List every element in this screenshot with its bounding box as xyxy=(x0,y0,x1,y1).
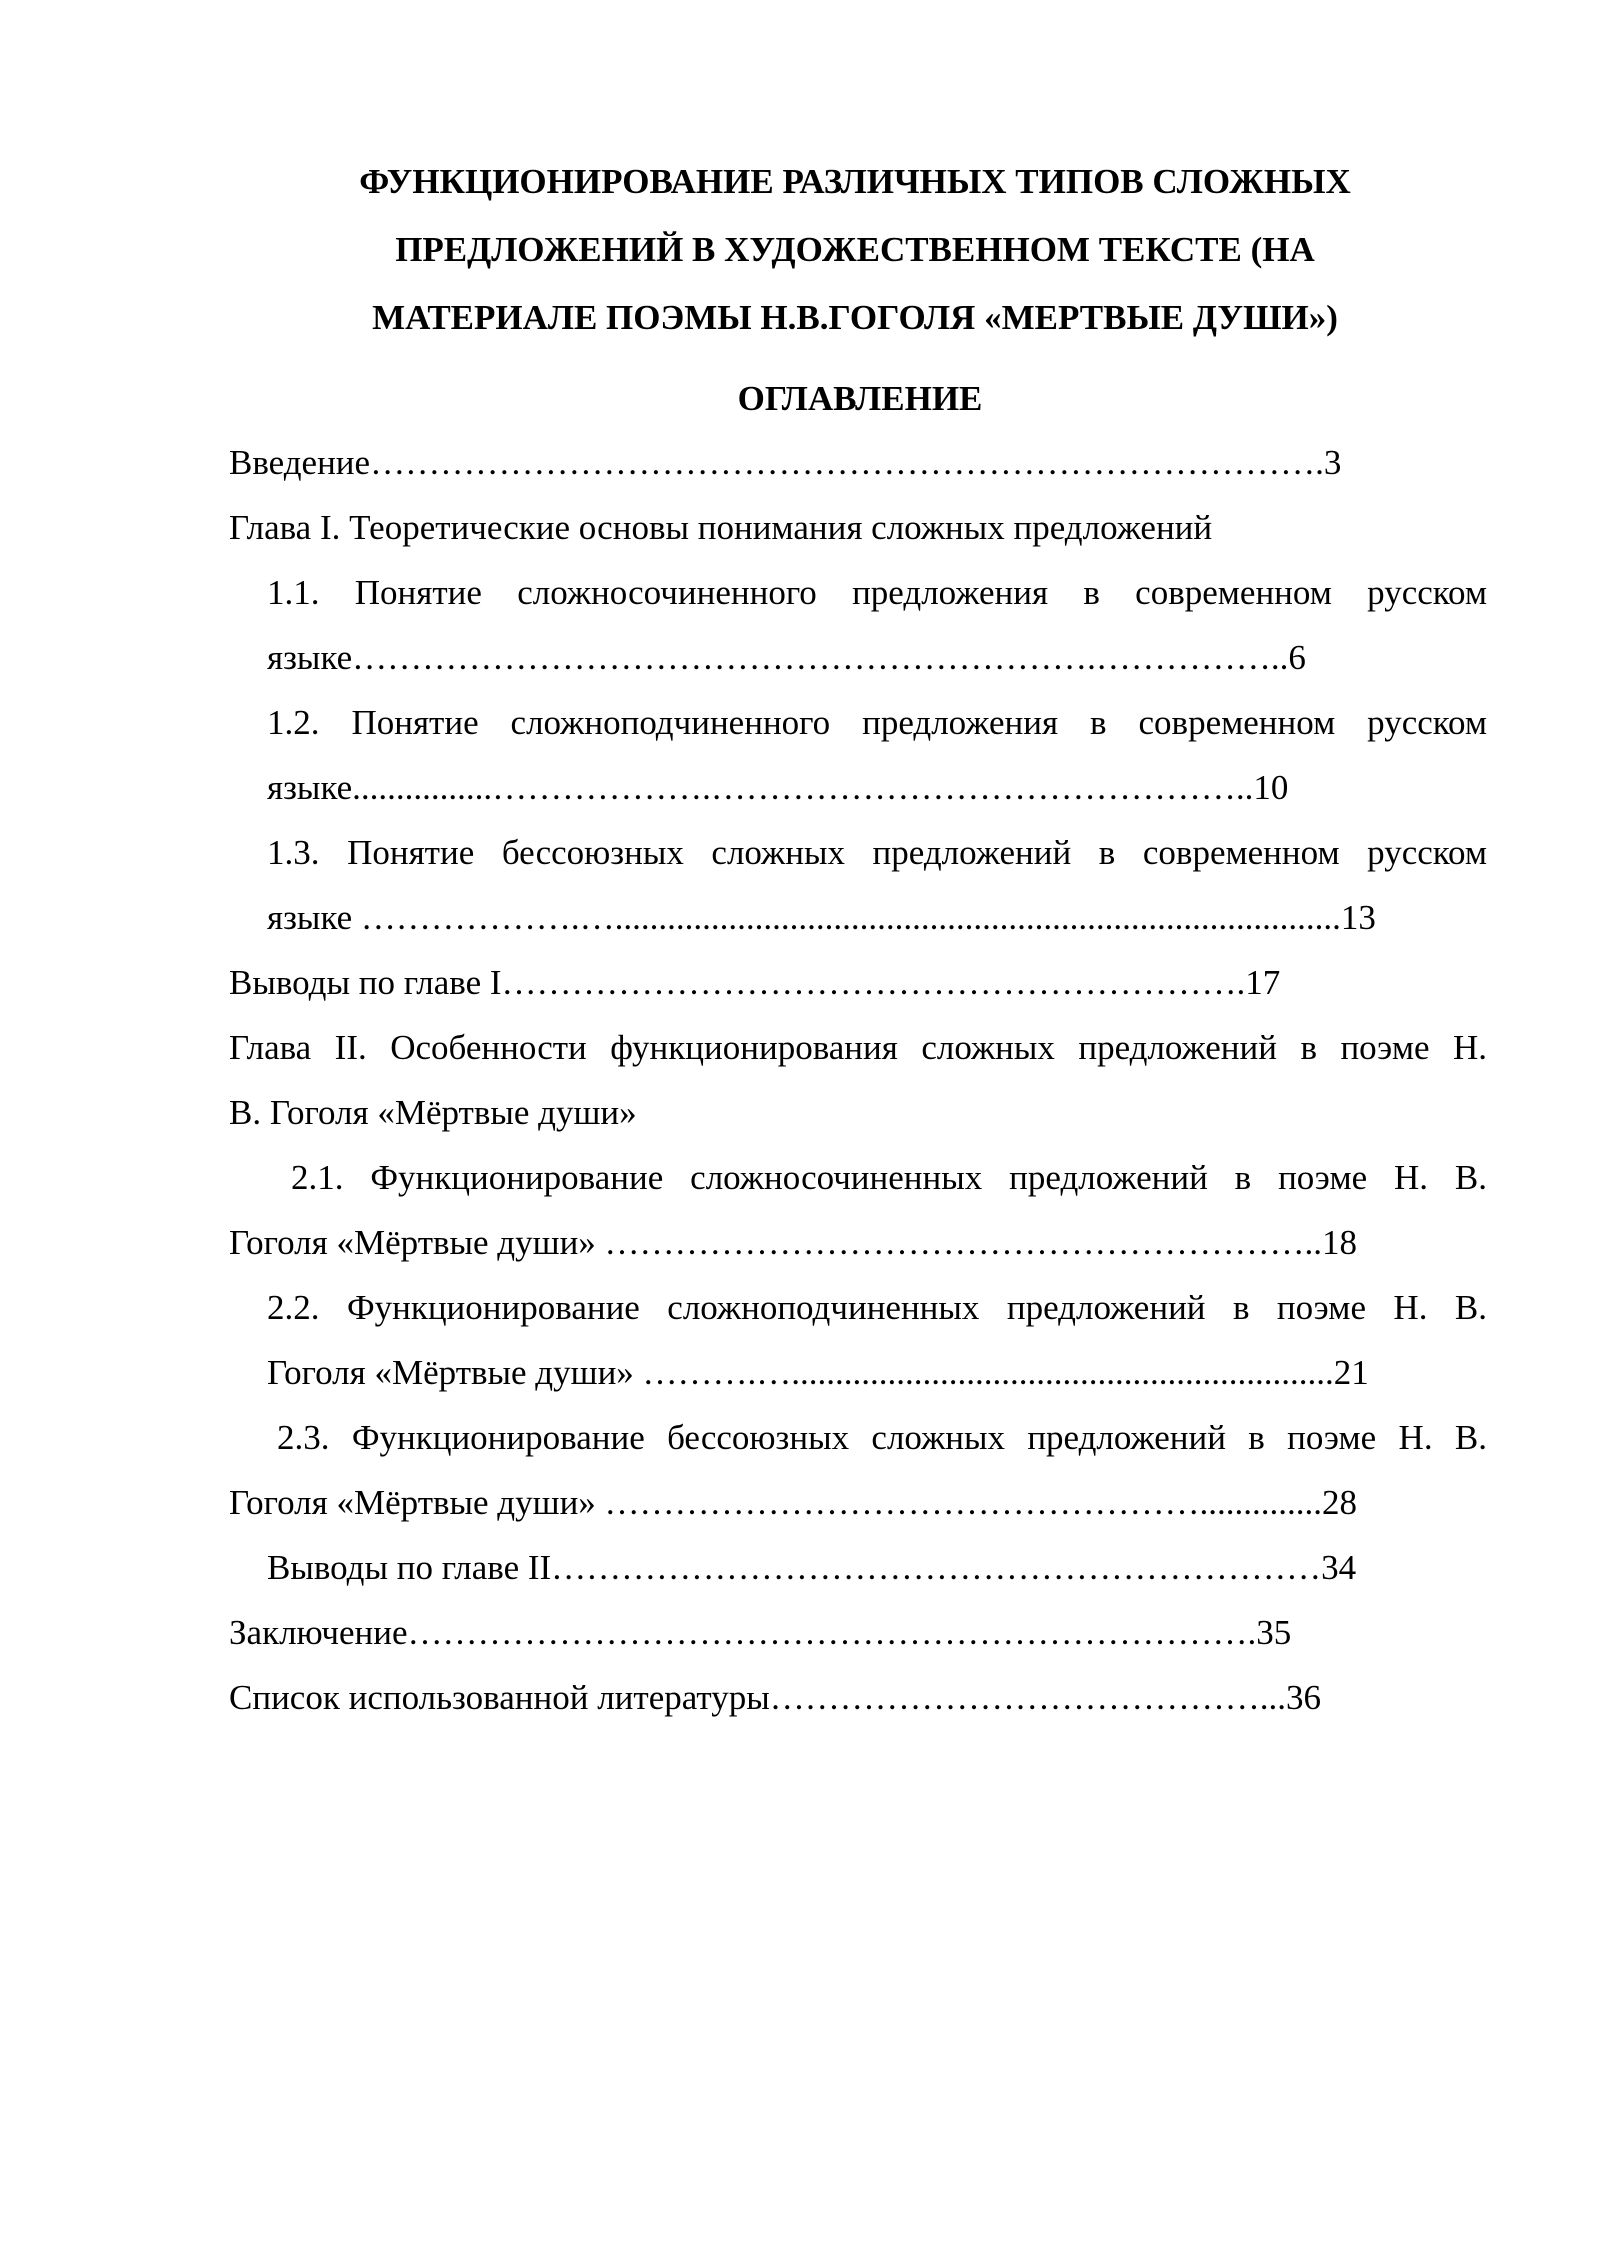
toc-entry-section-2-2-cont: Гоголя «Мёртвые души» ……….…..............................................................21 xyxy=(267,1353,1369,1392)
toc-entry-section-1-3: 1.3. Понятие бессоюзных сложных предложений в современном русском xyxy=(267,833,1487,872)
toc-entry-section-2-1-cont: Гоголя «Мёртвые души» ……………………………………………………..18 xyxy=(229,1223,1358,1262)
toc-entry-section-2-3-cont: Гоголя «Мёртвые души» ……………………………………………..............28 xyxy=(229,1483,1358,1522)
toc-entry-bibliography: Список использованной литературы……………………………………...36 xyxy=(229,1678,1321,1717)
toc-entry-chapter-2-cont: В. Гоголя «Мёртвые души» xyxy=(229,1093,637,1132)
toc-entry-section-1-1: 1.1. Понятие сложносочиненного предложения в современном русском xyxy=(267,573,1487,612)
toc-entry-chapter-2: Глава II. Особенности функционирования сложных предложений в поэме Н. xyxy=(229,1028,1487,1067)
toc-entry-section-2-2: 2.2. Функционирование сложноподчиненных предложений в поэме Н. В. xyxy=(267,1288,1487,1327)
toc-entry-section-2-1: 2.1. Функционирование сложносочиненных предложений в поэме Н. В. xyxy=(291,1158,1487,1197)
toc-entry-section-1-2: 1.2. Понятие сложноподчиненного предложения в современном русском xyxy=(267,703,1487,742)
toc-entry-conclusion: Заключение……………………………………………………………….35 xyxy=(229,1613,1292,1652)
title-line: ФУНКЦИОНИРОВАНИЕ РАЗЛИЧНЫХ ТИПОВ СЛОЖНЫХ xyxy=(359,162,1351,201)
toc-entry-section-1-1-cont: языке……………………………………………………….……………..6 xyxy=(267,638,1306,677)
toc-entry-introduction: Введение……………………………………………………………………….3 xyxy=(229,443,1342,482)
toc-heading: ОГЛАВЛЕНИЕ xyxy=(737,379,983,418)
toc-entry-conclusions-2: Выводы по главе II…………………………………………………………34 xyxy=(267,1548,1357,1587)
toc-entry-conclusions-1: Выводы по главе I……………………………………………………….17 xyxy=(229,963,1281,1002)
title-line: ПРЕДЛОЖЕНИЙ В ХУДОЖЕСТВЕННОМ ТЕКСТЕ (НА xyxy=(395,230,1315,269)
toc-entry-section-1-2-cont: языке................……………….………………………………………..10 xyxy=(267,768,1289,807)
toc-entry-chapter-1: Глава I. Теоретические основы понимания сложных предложений xyxy=(229,508,1213,547)
toc-entry-section-1-3-cont: языке ……………….…...................................................................................13 xyxy=(267,898,1376,937)
toc-entry-section-2-3: 2.3. Функционирование бессоюзных сложных предложений в поэме Н. В. xyxy=(277,1418,1487,1457)
title-line: МАТЕРИАЛЕ ПОЭМЫ Н.В.ГОГОЛЯ «МЕРТВЫЕ ДУШИ») xyxy=(372,298,1338,337)
